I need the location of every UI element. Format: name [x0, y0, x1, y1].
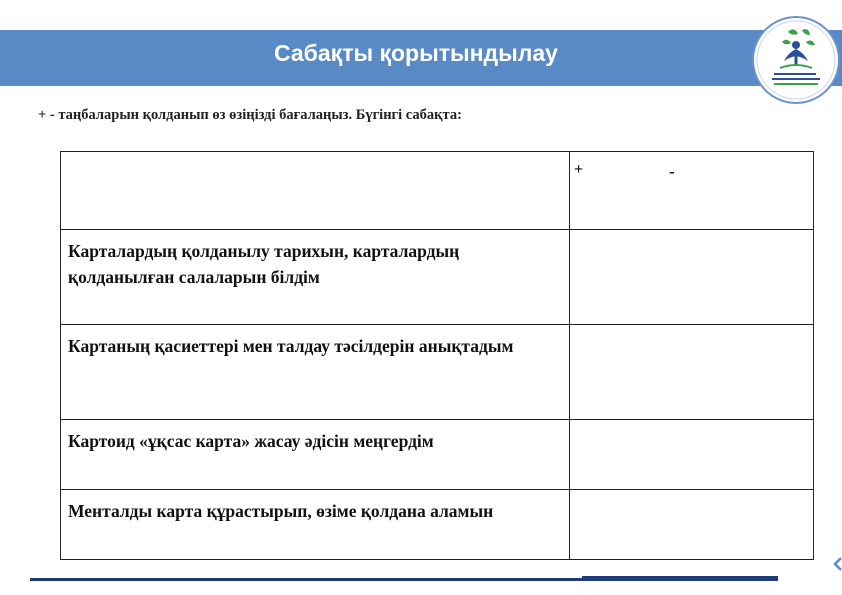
chevron-left-icon[interactable]: [832, 557, 842, 571]
criterion-cell: Картаның қасиеттері мен талдау тәсілдерін анықтадым: [61, 325, 570, 420]
criterion-cell: Менталды карта құрастырып, өзіме қолдана аламын: [61, 490, 570, 560]
mark-cell[interactable]: [570, 420, 814, 490]
mark-cell[interactable]: [570, 325, 814, 420]
table-row: [61, 230, 814, 325]
university-logo-icon: [752, 16, 840, 104]
table-header-row: [61, 152, 814, 230]
footer-divider: [30, 578, 582, 581]
plus-header: +: [574, 161, 584, 178]
slide-title: Сабақты қорытындылау: [274, 40, 558, 66]
table-row: [61, 325, 814, 420]
header-criterion-cell: [61, 152, 570, 230]
self-assessment-table: [60, 151, 814, 560]
instruction-text: + - таңбаларын қолданып өз өзіңізді бағалаңыз. Бүгінгі сабақта:: [38, 107, 462, 123]
mark-cell[interactable]: [570, 230, 814, 325]
header-mark-cell: [570, 152, 814, 230]
criterion-cell: Карталардың қолданылу тарихын, карталардың қолданылған салаларын білдім: [61, 230, 570, 325]
table-row: [61, 420, 814, 490]
table-row: [61, 490, 814, 560]
minus-header: -: [669, 162, 675, 181]
criterion-cell: Картоид «ұқсас карта» жасау әдісін меңгердім: [61, 420, 570, 490]
footer-divider-accent: [582, 576, 778, 581]
mark-cell[interactable]: [570, 490, 814, 560]
